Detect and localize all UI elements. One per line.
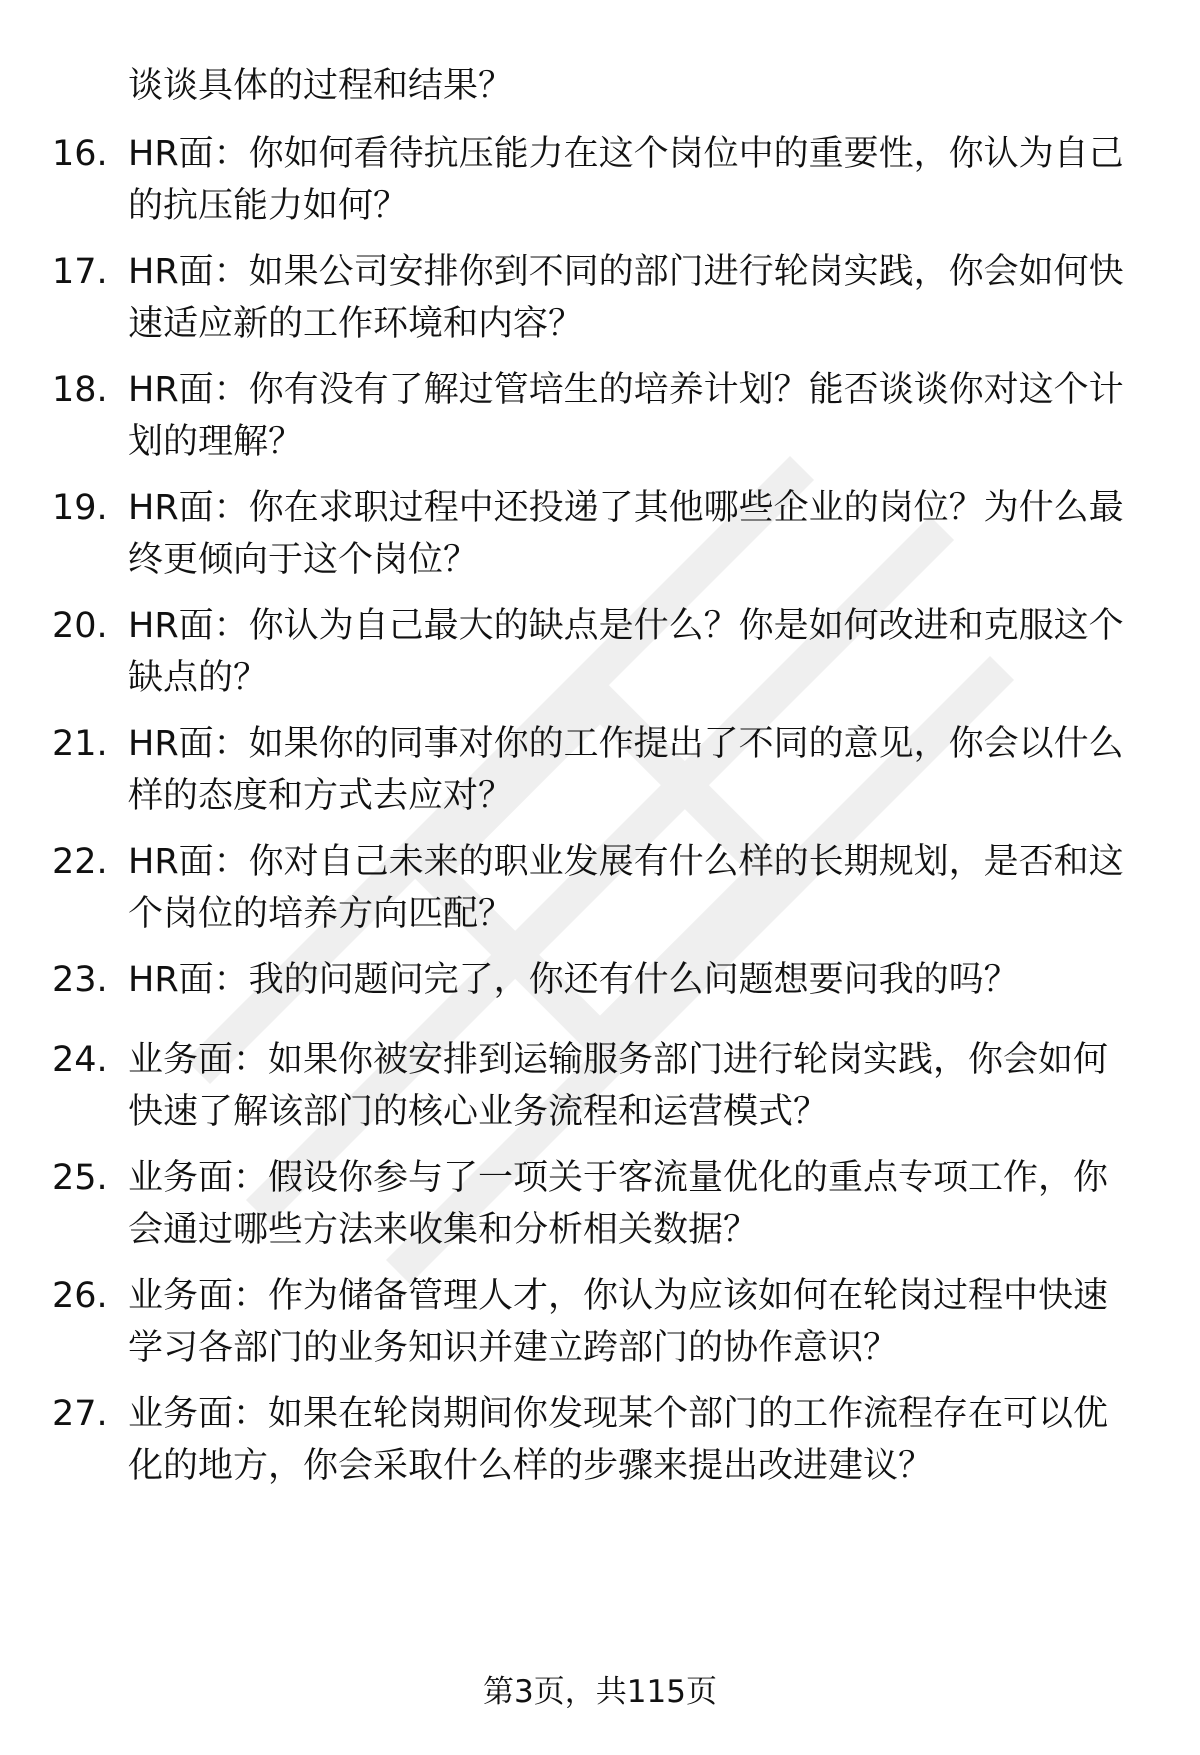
question-number: 21. — [52, 724, 108, 764]
question-number: 18. — [52, 370, 108, 410]
question-line: 缺点的？ — [128, 658, 269, 698]
question-item — [0, 128, 1200, 232]
question-text — [128, 718, 1148, 822]
question-line: HR面：你对自己未来的职业发展有什么样的长期规划，是否和这 — [128, 842, 1124, 882]
question-item — [0, 482, 1200, 586]
question-line: 划的理解？ — [128, 422, 304, 462]
question-line: 的抗压能力如何？ — [128, 186, 409, 226]
question-text — [128, 836, 1148, 940]
question-text — [128, 482, 1148, 586]
question-text — [128, 246, 1148, 350]
question-line: 会通过哪些方法来收集和分析相关数据？ — [128, 1210, 759, 1250]
question-text — [128, 1034, 1148, 1138]
question-line: 业务面：如果在轮岗期间你发现某个部门的工作流程存在可以优 — [128, 1394, 1109, 1434]
question-line: HR面：我的问题问完了，你还有什么问题想要问我的吗？ — [128, 960, 1019, 1000]
question-line: 个岗位的培养方向匹配？ — [128, 894, 514, 934]
question-text — [128, 1388, 1148, 1492]
question-number: 22. — [52, 842, 108, 882]
question-text — [128, 1270, 1148, 1374]
question-line: 业务面：假设你参与了一项关于客流量优化的重点专项工作，你 — [128, 1158, 1109, 1198]
page-footer: 第3页，共115页 — [483, 1674, 717, 1710]
question-number: 25. — [52, 1158, 108, 1198]
question-item — [0, 836, 1200, 940]
question-item — [0, 600, 1200, 704]
question-number: 19. — [52, 488, 108, 528]
question-line: HR面：你在求职过程中还投递了其他哪些企业的岗位？为什么最 — [128, 488, 1124, 528]
question-text — [128, 600, 1148, 704]
question-text — [128, 1152, 1148, 1256]
question-text — [128, 364, 1148, 468]
question-number: 23. — [52, 960, 108, 1000]
question-line: HR面：如果你的同事对你的工作提出了不同的意见，你会以什么 — [128, 724, 1124, 764]
question-line: 样的态度和方式去应对？ — [128, 776, 514, 816]
question-line: HR面：你认为自己最大的缺点是什么？你是如何改进和克服这个 — [128, 606, 1124, 646]
question-line: 速适应新的工作环境和内容？ — [128, 304, 584, 344]
question-line: 终更倾向于这个岗位？ — [128, 540, 479, 580]
question-item — [0, 364, 1200, 468]
question-line: 业务面：如果你被安排到运输服务部门进行轮岗实践，你会如何 — [128, 1040, 1109, 1080]
question-line: HR面：你有没有了解过管培生的培养计划？能否谈谈你对这个计 — [128, 370, 1124, 410]
question-number: 20. — [52, 606, 108, 646]
question-number: 27. — [52, 1394, 108, 1434]
question-text — [128, 128, 1148, 232]
question-item — [0, 1270, 1200, 1374]
question-item — [0, 1388, 1200, 1492]
question-line: 业务面：作为储备管理人才，你认为应该如何在轮岗过程中快速 — [128, 1276, 1109, 1316]
question-line: 快速了解该部门的核心业务流程和运营模式？ — [128, 1092, 829, 1132]
question-line: HR面：如果公司安排你到不同的部门进行轮岗实践，你会如何快 — [128, 252, 1124, 292]
question-line: HR面：你如何看待抗压能力在这个岗位中的重要性，你认为自己 — [128, 134, 1124, 174]
question-text — [128, 954, 1148, 1006]
question-line: 化的地方，你会采取什么样的步骤来提出改进建议？ — [128, 1446, 934, 1486]
question-number: 26. — [52, 1276, 108, 1316]
continuation-text: 谈谈具体的过程和结果？ — [128, 66, 514, 106]
question-item — [0, 246, 1200, 350]
question-item — [0, 1034, 1200, 1138]
question-item — [0, 718, 1200, 822]
question-line: 学习各部门的业务知识并建立跨部门的协作意识？ — [128, 1328, 899, 1368]
question-number: 24. — [52, 1040, 108, 1080]
question-number: 17. — [52, 252, 108, 292]
question-number: 16. — [52, 134, 108, 174]
question-item — [0, 1152, 1200, 1256]
